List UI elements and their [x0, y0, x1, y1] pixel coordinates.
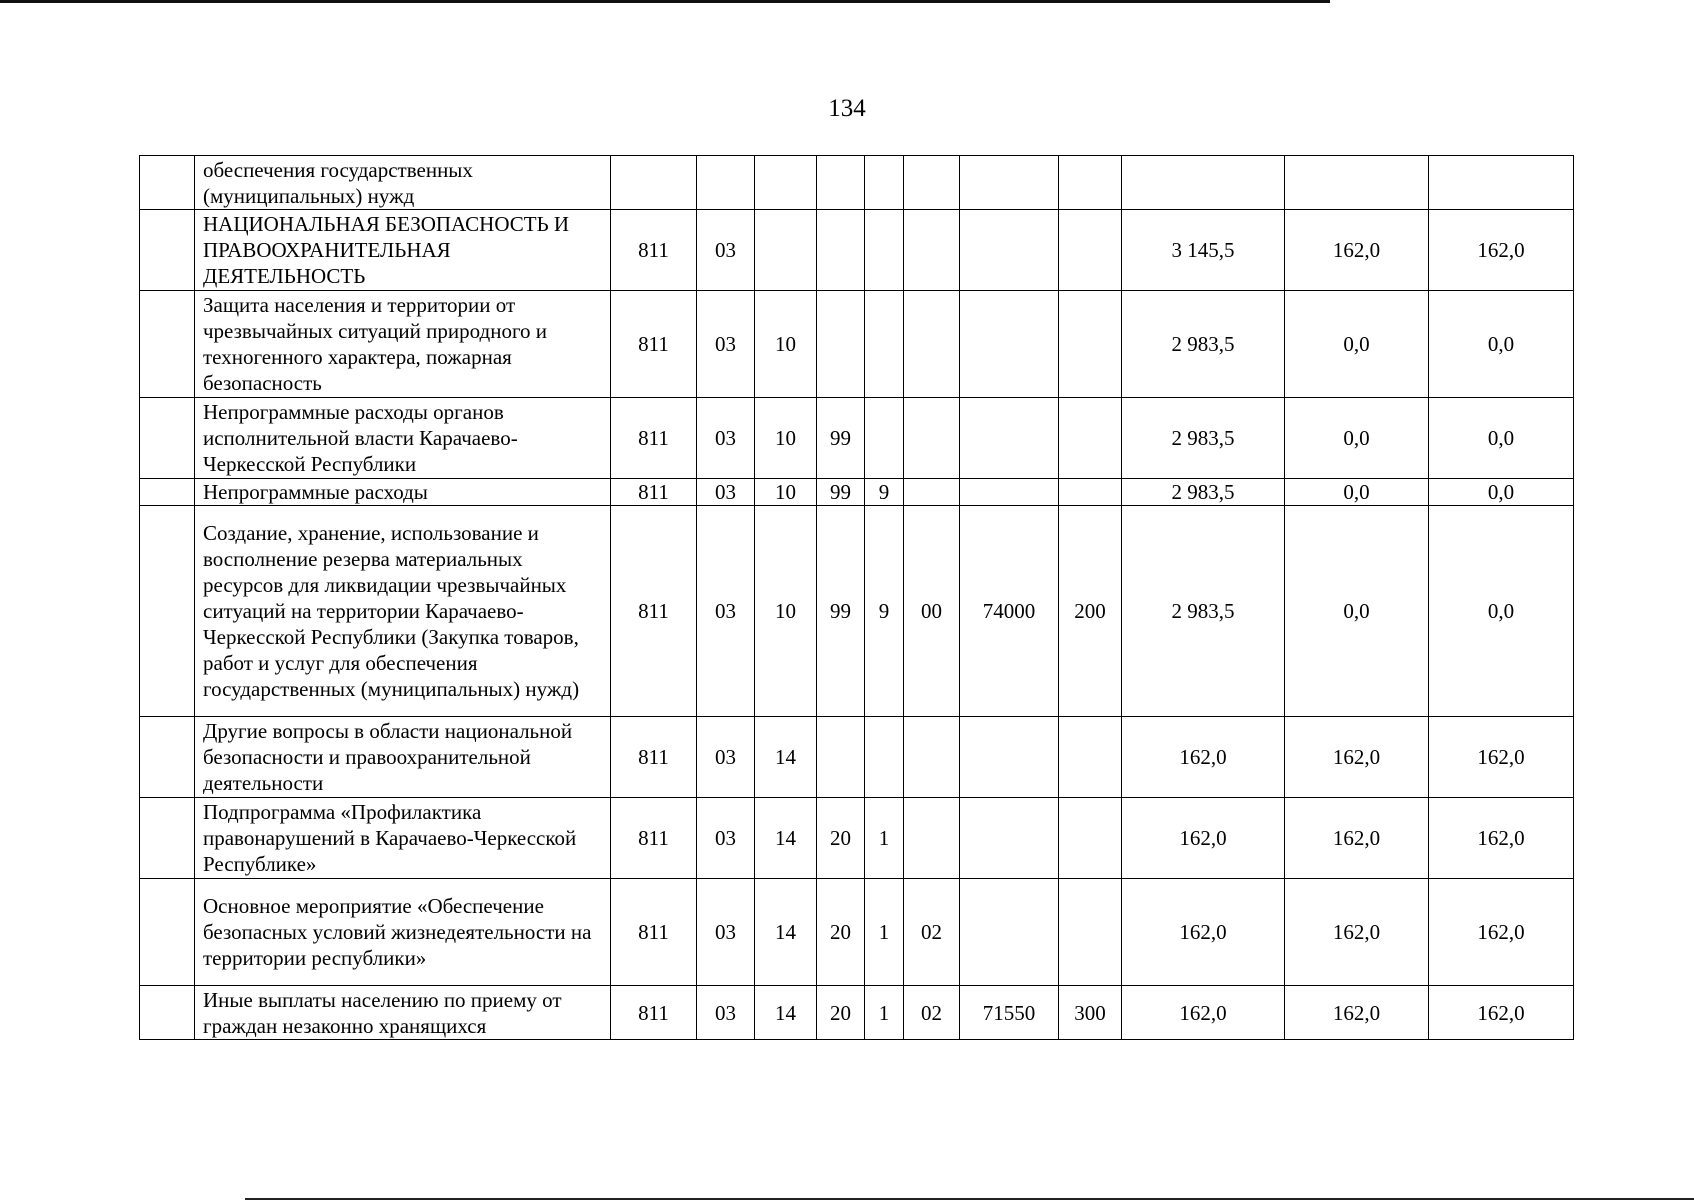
amount-year-2-cell: 162,0 [1285, 879, 1429, 986]
expense-type-cell [1059, 798, 1122, 879]
program-cell [817, 291, 865, 398]
admin-code-cell: 811 [611, 479, 697, 506]
section-cell [697, 156, 755, 210]
amount-year-2-cell [1285, 156, 1429, 210]
admin-code-cell: 811 [611, 291, 697, 398]
section-cell: 03 [697, 479, 755, 506]
subprogram-cell: 9 [865, 506, 904, 717]
expense-type-cell [1059, 717, 1122, 798]
amount-year-1-cell: 2 983,5 [1122, 506, 1285, 717]
expense-type-cell [1059, 291, 1122, 398]
subsection-cell: 14 [755, 879, 817, 986]
page-number: 134 [828, 95, 866, 122]
program-cell: 99 [817, 479, 865, 506]
amount-year-1-cell: 2 983,5 [1122, 291, 1285, 398]
row-number-cell [140, 291, 195, 398]
amount-year-1-cell: 162,0 [1122, 798, 1285, 879]
table-row [140, 986, 1574, 1040]
activity-cell [904, 798, 960, 879]
amount-year-3-cell: 162,0 [1429, 798, 1574, 879]
direction-cell: 71550 [960, 986, 1059, 1040]
top-rule [0, 0, 1330, 3]
amount-year-2-cell: 0,0 [1285, 291, 1429, 398]
admin-code-cell: 811 [611, 717, 697, 798]
admin-code-cell: 811 [611, 879, 697, 986]
budget-table [139, 155, 1574, 1040]
item-name-cell: Основное мероприятие «Обеспечение безопасных условий жизнедеятельности на территории республики» [195, 879, 611, 986]
table-row [140, 479, 1574, 506]
amount-year-2-cell: 0,0 [1285, 398, 1429, 479]
table-row [140, 879, 1574, 986]
amount-year-3-cell: 162,0 [1429, 879, 1574, 986]
subsection-cell: 10 [755, 291, 817, 398]
item-name-cell: Иные выплаты населению по приему от граждан незаконно хранящихся [195, 986, 611, 1040]
subprogram-cell: 9 [865, 479, 904, 506]
subprogram-cell [865, 398, 904, 479]
table-row [140, 291, 1574, 398]
expense-type-cell [1059, 210, 1122, 291]
section-cell: 03 [697, 879, 755, 986]
program-cell: 99 [817, 398, 865, 479]
direction-cell [960, 717, 1059, 798]
direction-cell [960, 798, 1059, 879]
program-cell [817, 717, 865, 798]
amount-year-3-cell: 0,0 [1429, 506, 1574, 717]
direction-cell: 74000 [960, 506, 1059, 717]
item-name-cell: Подпрограмма «Профилактика правонарушений в Карачаево-Черкесской Республике» [195, 798, 611, 879]
item-name-cell: Создание, хранение, использование и восполнение резерва материальных ресурсов для ликвидации чрезвычайных ситуаций на территории Карачаево-Черкесской Республики (Закупка товаров, работ и услуг для обеспечения государственных (муниципальных) нужд) [195, 506, 611, 717]
admin-code-cell: 811 [611, 398, 697, 479]
admin-code-cell: 811 [611, 798, 697, 879]
amount-year-2-cell: 162,0 [1285, 798, 1429, 879]
amount-year-3-cell: 0,0 [1429, 479, 1574, 506]
activity-cell [904, 156, 960, 210]
admin-code-cell: 811 [611, 986, 697, 1040]
amount-year-1-cell: 3 145,5 [1122, 210, 1285, 291]
subprogram-cell [865, 291, 904, 398]
program-cell: 20 [817, 879, 865, 986]
amount-year-2-cell: 162,0 [1285, 210, 1429, 291]
subprogram-cell: 1 [865, 798, 904, 879]
amount-year-1-cell: 162,0 [1122, 986, 1285, 1040]
direction-cell [960, 479, 1059, 506]
amount-year-3-cell: 162,0 [1429, 717, 1574, 798]
item-name-cell: Непрограммные расходы органов исполнительной власти Карачаево-Черкесской Республики [195, 398, 611, 479]
amount-year-2-cell: 0,0 [1285, 506, 1429, 717]
amount-year-2-cell: 162,0 [1285, 986, 1429, 1040]
amount-year-1-cell: 162,0 [1122, 717, 1285, 798]
table-row [140, 506, 1574, 717]
program-cell: 99 [817, 506, 865, 717]
expense-type-cell: 200 [1059, 506, 1122, 717]
activity-cell [904, 717, 960, 798]
amount-year-2-cell: 0,0 [1285, 479, 1429, 506]
amount-year-2-cell: 162,0 [1285, 717, 1429, 798]
table-row [140, 156, 1574, 210]
activity-cell [904, 398, 960, 479]
row-number-cell [140, 717, 195, 798]
subsection-cell: 10 [755, 479, 817, 506]
activity-cell: 00 [904, 506, 960, 717]
item-name-cell: Непрограммные расходы [195, 479, 611, 506]
subprogram-cell [865, 156, 904, 210]
table-row [140, 798, 1574, 879]
direction-cell [960, 291, 1059, 398]
subprogram-cell: 1 [865, 986, 904, 1040]
amount-year-1-cell: 162,0 [1122, 879, 1285, 986]
table-row [140, 210, 1574, 291]
section-cell: 03 [697, 717, 755, 798]
item-name-cell: Другие вопросы в области национальной безопасности и правоохранительной деятельности [195, 717, 611, 798]
direction-cell [960, 210, 1059, 291]
direction-cell [960, 398, 1059, 479]
section-cell: 03 [697, 506, 755, 717]
subprogram-cell: 1 [865, 879, 904, 986]
expense-type-cell: 300 [1059, 986, 1122, 1040]
table-row [140, 398, 1574, 479]
section-cell: 03 [697, 986, 755, 1040]
item-name-cell: обеспечения государственных (муниципальных) нужд [195, 156, 611, 210]
section-cell: 03 [697, 291, 755, 398]
amount-year-1-cell: 2 983,5 [1122, 398, 1285, 479]
section-cell: 03 [697, 210, 755, 291]
table-row [140, 717, 1574, 798]
amount-year-1-cell: 2 983,5 [1122, 479, 1285, 506]
item-name-cell: НАЦИОНАЛЬНАЯ БЕЗОПАСНОСТЬ И ПРАВООХРАНИТЕЛЬНАЯ ДЕЯТЕЛЬНОСТЬ [195, 210, 611, 291]
table-body [140, 156, 1574, 1040]
subsection-cell [755, 156, 817, 210]
program-cell [817, 210, 865, 291]
admin-code-cell [611, 156, 697, 210]
activity-cell [904, 291, 960, 398]
program-cell [817, 156, 865, 210]
expense-type-cell [1059, 879, 1122, 986]
program-cell: 20 [817, 986, 865, 1040]
subprogram-cell [865, 717, 904, 798]
subsection-cell: 10 [755, 398, 817, 479]
activity-cell [904, 210, 960, 291]
row-number-cell [140, 879, 195, 986]
expense-type-cell [1059, 398, 1122, 479]
expense-type-cell [1059, 479, 1122, 506]
row-number-cell [140, 986, 195, 1040]
direction-cell [960, 879, 1059, 986]
amount-year-3-cell [1429, 156, 1574, 210]
activity-cell: 02 [904, 879, 960, 986]
expense-type-cell [1059, 156, 1122, 210]
subsection-cell: 10 [755, 506, 817, 717]
subprogram-cell [865, 210, 904, 291]
item-name-cell: Защита населения и территории от чрезвычайных ситуаций природного и техногенного характера, пожарная безопасность [195, 291, 611, 398]
amount-year-1-cell [1122, 156, 1285, 210]
amount-year-3-cell: 162,0 [1429, 986, 1574, 1040]
row-number-cell [140, 798, 195, 879]
row-number-cell [140, 398, 195, 479]
program-cell: 20 [817, 798, 865, 879]
direction-cell [960, 156, 1059, 210]
section-cell: 03 [697, 398, 755, 479]
subsection-cell: 14 [755, 986, 817, 1040]
amount-year-3-cell: 0,0 [1429, 291, 1574, 398]
activity-cell [904, 479, 960, 506]
section-cell: 03 [697, 798, 755, 879]
admin-code-cell: 811 [611, 210, 697, 291]
activity-cell: 02 [904, 986, 960, 1040]
row-number-cell [140, 210, 195, 291]
amount-year-3-cell: 0,0 [1429, 398, 1574, 479]
row-number-cell [140, 156, 195, 210]
subsection-cell: 14 [755, 717, 817, 798]
row-number-cell [140, 506, 195, 717]
amount-year-3-cell: 162,0 [1429, 210, 1574, 291]
row-number-cell [140, 479, 195, 506]
admin-code-cell: 811 [611, 506, 697, 717]
subsection-cell: 14 [755, 798, 817, 879]
subsection-cell [755, 210, 817, 291]
